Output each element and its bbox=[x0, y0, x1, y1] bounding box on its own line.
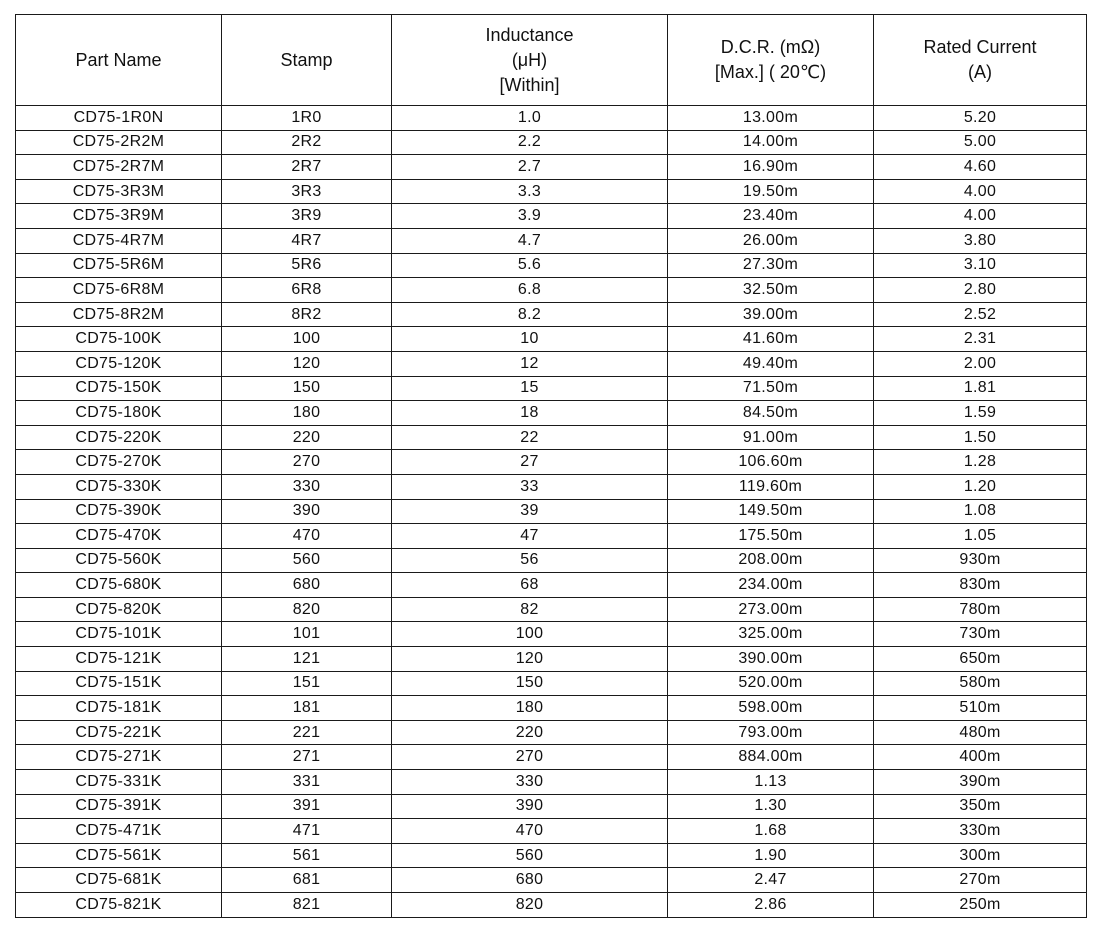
inductance-cell: 5.6 bbox=[392, 253, 668, 278]
header-part-name bbox=[16, 15, 222, 106]
part-name-cell: CD75-681K bbox=[16, 868, 222, 893]
table-row bbox=[16, 106, 1087, 131]
part-name-cell: CD75-220K bbox=[16, 425, 222, 450]
header-rated-current bbox=[874, 15, 1087, 106]
spec-table-container bbox=[15, 14, 1086, 918]
rated-current-cell: 1.59 bbox=[874, 401, 1087, 426]
dcr-cell: 19.50m bbox=[668, 179, 874, 204]
rated-current-cell: 2.00 bbox=[874, 351, 1087, 376]
inductance-cell: 82 bbox=[392, 597, 668, 622]
inductance-cell: 2.2 bbox=[392, 130, 668, 155]
part-name-cell: CD75-2R7M bbox=[16, 155, 222, 180]
inductance-cell: 120 bbox=[392, 647, 668, 672]
stamp-cell: 561 bbox=[222, 843, 392, 868]
stamp-cell: 220 bbox=[222, 425, 392, 450]
dcr-cell: 106.60m bbox=[668, 450, 874, 475]
table-row bbox=[16, 671, 1087, 696]
stamp-cell: 270 bbox=[222, 450, 392, 475]
table-row bbox=[16, 770, 1087, 795]
part-name-cell: CD75-3R9M bbox=[16, 204, 222, 229]
dcr-cell: 390.00m bbox=[668, 647, 874, 672]
dcr-cell: 49.40m bbox=[668, 351, 874, 376]
dcr-cell: 793.00m bbox=[668, 720, 874, 745]
stamp-cell: 3R3 bbox=[222, 179, 392, 204]
inductance-cell: 12 bbox=[392, 351, 668, 376]
inductance-cell: 3.3 bbox=[392, 179, 668, 204]
dcr-cell: 149.50m bbox=[668, 499, 874, 524]
header-rated-current-line-1: Rated Current bbox=[923, 37, 1037, 57]
part-name-cell: CD75-680K bbox=[16, 573, 222, 598]
part-name-cell: CD75-100K bbox=[16, 327, 222, 352]
table-row bbox=[16, 794, 1087, 819]
table-row bbox=[16, 376, 1087, 401]
rated-current-cell: 2.31 bbox=[874, 327, 1087, 352]
inductance-cell: 47 bbox=[392, 524, 668, 549]
dcr-cell: 2.86 bbox=[668, 893, 874, 918]
inductance-cell: 8.2 bbox=[392, 302, 668, 327]
table-row bbox=[16, 351, 1087, 376]
part-name-cell: CD75-8R2M bbox=[16, 302, 222, 327]
stamp-cell: 100 bbox=[222, 327, 392, 352]
dcr-cell: 1.30 bbox=[668, 794, 874, 819]
inductance-cell: 22 bbox=[392, 425, 668, 450]
dcr-cell: 208.00m bbox=[668, 548, 874, 573]
rated-current-cell: 480m bbox=[874, 720, 1087, 745]
header-row bbox=[16, 15, 1087, 106]
table-row bbox=[16, 819, 1087, 844]
table-row bbox=[16, 720, 1087, 745]
table-row bbox=[16, 499, 1087, 524]
part-name-cell: CD75-5R6M bbox=[16, 253, 222, 278]
stamp-cell: 120 bbox=[222, 351, 392, 376]
part-name-cell: CD75-821K bbox=[16, 893, 222, 918]
stamp-cell: 151 bbox=[222, 671, 392, 696]
rated-current-cell: 5.00 bbox=[874, 130, 1087, 155]
stamp-cell: 2R2 bbox=[222, 130, 392, 155]
stamp-cell: 271 bbox=[222, 745, 392, 770]
part-name-cell: CD75-560K bbox=[16, 548, 222, 573]
rated-current-cell: 780m bbox=[874, 597, 1087, 622]
stamp-cell: 390 bbox=[222, 499, 392, 524]
inductance-cell: 27 bbox=[392, 450, 668, 475]
stamp-cell: 1R0 bbox=[222, 106, 392, 131]
part-name-cell: CD75-391K bbox=[16, 794, 222, 819]
dcr-cell: 175.50m bbox=[668, 524, 874, 549]
dcr-cell: 520.00m bbox=[668, 671, 874, 696]
stamp-cell: 821 bbox=[222, 893, 392, 918]
dcr-cell: 13.00m bbox=[668, 106, 874, 131]
rated-current-cell: 580m bbox=[874, 671, 1087, 696]
part-name-cell: CD75-820K bbox=[16, 597, 222, 622]
table-row bbox=[16, 868, 1087, 893]
dcr-cell: 41.60m bbox=[668, 327, 874, 352]
part-name-cell: CD75-4R7M bbox=[16, 228, 222, 253]
inductance-cell: 18 bbox=[392, 401, 668, 426]
table-row bbox=[16, 253, 1087, 278]
dcr-cell: 1.13 bbox=[668, 770, 874, 795]
table-row bbox=[16, 401, 1087, 426]
table-row bbox=[16, 524, 1087, 549]
rated-current-cell: 3.10 bbox=[874, 253, 1087, 278]
part-name-cell: CD75-470K bbox=[16, 524, 222, 549]
rated-current-cell: 1.20 bbox=[874, 474, 1087, 499]
dcr-cell: 273.00m bbox=[668, 597, 874, 622]
part-name-cell: CD75-6R8M bbox=[16, 278, 222, 303]
stamp-cell: 680 bbox=[222, 573, 392, 598]
header-stamp-label: Stamp bbox=[280, 49, 333, 70]
stamp-cell: 6R8 bbox=[222, 278, 392, 303]
inductance-cell: 4.7 bbox=[392, 228, 668, 253]
inductance-cell: 6.8 bbox=[392, 278, 668, 303]
rated-current-cell: 250m bbox=[874, 893, 1087, 918]
header-rated-current-line-2: (A) bbox=[968, 62, 992, 82]
inductance-cell: 2.7 bbox=[392, 155, 668, 180]
dcr-cell: 23.40m bbox=[668, 204, 874, 229]
table-row bbox=[16, 597, 1087, 622]
rated-current-cell: 270m bbox=[874, 868, 1087, 893]
rated-current-cell: 930m bbox=[874, 548, 1087, 573]
stamp-cell: 121 bbox=[222, 647, 392, 672]
inductance-cell: 33 bbox=[392, 474, 668, 499]
stamp-cell: 181 bbox=[222, 696, 392, 721]
table-row bbox=[16, 843, 1087, 868]
rated-current-cell: 300m bbox=[874, 843, 1087, 868]
rated-current-cell: 5.20 bbox=[874, 106, 1087, 131]
table-row bbox=[16, 179, 1087, 204]
part-name-cell: CD75-180K bbox=[16, 401, 222, 426]
dcr-cell: 119.60m bbox=[668, 474, 874, 499]
stamp-cell: 330 bbox=[222, 474, 392, 499]
inductance-cell: 150 bbox=[392, 671, 668, 696]
part-name-cell: CD75-561K bbox=[16, 843, 222, 868]
dcr-cell: 27.30m bbox=[668, 253, 874, 278]
table-row bbox=[16, 548, 1087, 573]
rated-current-cell: 4.00 bbox=[874, 204, 1087, 229]
dcr-cell: 26.00m bbox=[668, 228, 874, 253]
inductance-cell: 470 bbox=[392, 819, 668, 844]
stamp-cell: 4R7 bbox=[222, 228, 392, 253]
rated-current-cell: 1.28 bbox=[874, 450, 1087, 475]
part-name-cell: CD75-101K bbox=[16, 622, 222, 647]
stamp-cell: 8R2 bbox=[222, 302, 392, 327]
rated-current-cell: 4.60 bbox=[874, 155, 1087, 180]
rated-current-cell: 330m bbox=[874, 819, 1087, 844]
part-name-cell: CD75-121K bbox=[16, 647, 222, 672]
header-inductance-line-1: Inductance bbox=[485, 24, 574, 45]
inductance-cell: 15 bbox=[392, 376, 668, 401]
inductance-cell: 3.9 bbox=[392, 204, 668, 229]
table-row bbox=[16, 745, 1087, 770]
stamp-cell: 391 bbox=[222, 794, 392, 819]
dcr-cell: 16.90m bbox=[668, 155, 874, 180]
table-row bbox=[16, 450, 1087, 475]
rated-current-cell: 510m bbox=[874, 696, 1087, 721]
dcr-cell: 2.47 bbox=[668, 868, 874, 893]
dcr-cell: 71.50m bbox=[668, 376, 874, 401]
inductor-spec-table bbox=[15, 14, 1087, 918]
rated-current-cell: 1.08 bbox=[874, 499, 1087, 524]
header-dcr-line-1: D.C.R. (mΩ) bbox=[720, 37, 821, 57]
table-row bbox=[16, 302, 1087, 327]
table-row bbox=[16, 696, 1087, 721]
table-row bbox=[16, 893, 1087, 918]
dcr-cell: 598.00m bbox=[668, 696, 874, 721]
part-name-cell: CD75-150K bbox=[16, 376, 222, 401]
part-name-cell: CD75-330K bbox=[16, 474, 222, 499]
stamp-cell: 221 bbox=[222, 720, 392, 745]
stamp-cell: 5R6 bbox=[222, 253, 392, 278]
header-dcr-line-2: [Max.] ( 20℃) bbox=[714, 62, 827, 82]
stamp-cell: 3R9 bbox=[222, 204, 392, 229]
inductance-cell: 39 bbox=[392, 499, 668, 524]
stamp-cell: 150 bbox=[222, 376, 392, 401]
dcr-cell: 1.68 bbox=[668, 819, 874, 844]
rated-current-cell: 1.05 bbox=[874, 524, 1087, 549]
rated-current-cell: 3.80 bbox=[874, 228, 1087, 253]
dcr-cell: 32.50m bbox=[668, 278, 874, 303]
spec-table-body bbox=[16, 106, 1087, 918]
table-row bbox=[16, 155, 1087, 180]
inductance-cell: 68 bbox=[392, 573, 668, 598]
part-name-cell: CD75-471K bbox=[16, 819, 222, 844]
table-row bbox=[16, 474, 1087, 499]
inductance-cell: 680 bbox=[392, 868, 668, 893]
header-inductance-line-2: (μH) bbox=[511, 49, 548, 70]
part-name-cell: CD75-3R3M bbox=[16, 179, 222, 204]
stamp-cell: 470 bbox=[222, 524, 392, 549]
table-row bbox=[16, 228, 1087, 253]
dcr-cell: 1.90 bbox=[668, 843, 874, 868]
part-name-cell: CD75-270K bbox=[16, 450, 222, 475]
table-row bbox=[16, 327, 1087, 352]
part-name-cell: CD75-2R2M bbox=[16, 130, 222, 155]
inductance-cell: 180 bbox=[392, 696, 668, 721]
dcr-cell: 84.50m bbox=[668, 401, 874, 426]
stamp-cell: 820 bbox=[222, 597, 392, 622]
part-name-cell: CD75-1R0N bbox=[16, 106, 222, 131]
table-row bbox=[16, 647, 1087, 672]
inductance-cell: 820 bbox=[392, 893, 668, 918]
stamp-cell: 560 bbox=[222, 548, 392, 573]
rated-current-cell: 2.80 bbox=[874, 278, 1087, 303]
rated-current-cell: 830m bbox=[874, 573, 1087, 598]
table-row bbox=[16, 622, 1087, 647]
part-name-cell: CD75-181K bbox=[16, 696, 222, 721]
dcr-cell: 39.00m bbox=[668, 302, 874, 327]
stamp-cell: 471 bbox=[222, 819, 392, 844]
dcr-cell: 91.00m bbox=[668, 425, 874, 450]
inductance-cell: 100 bbox=[392, 622, 668, 647]
inductance-cell: 10 bbox=[392, 327, 668, 352]
stamp-cell: 101 bbox=[222, 622, 392, 647]
header-stamp bbox=[222, 15, 392, 106]
part-name-cell: CD75-271K bbox=[16, 745, 222, 770]
dcr-cell: 884.00m bbox=[668, 745, 874, 770]
part-name-cell: CD75-151K bbox=[16, 671, 222, 696]
part-name-cell: CD75-331K bbox=[16, 770, 222, 795]
table-row bbox=[16, 130, 1087, 155]
rated-current-cell: 1.50 bbox=[874, 425, 1087, 450]
rated-current-cell: 4.00 bbox=[874, 179, 1087, 204]
inductance-cell: 56 bbox=[392, 548, 668, 573]
dcr-cell: 325.00m bbox=[668, 622, 874, 647]
rated-current-cell: 650m bbox=[874, 647, 1087, 672]
rated-current-cell: 400m bbox=[874, 745, 1087, 770]
header-inductance-line-3: [Within] bbox=[499, 74, 560, 95]
rated-current-cell: 730m bbox=[874, 622, 1087, 647]
rated-current-cell: 350m bbox=[874, 794, 1087, 819]
header-dcr bbox=[668, 15, 874, 106]
table-row bbox=[16, 278, 1087, 303]
part-name-cell: CD75-221K bbox=[16, 720, 222, 745]
stamp-cell: 331 bbox=[222, 770, 392, 795]
stamp-cell: 2R7 bbox=[222, 155, 392, 180]
dcr-cell: 14.00m bbox=[668, 130, 874, 155]
inductance-cell: 390 bbox=[392, 794, 668, 819]
inductance-cell: 560 bbox=[392, 843, 668, 868]
table-row bbox=[16, 573, 1087, 598]
rated-current-cell: 390m bbox=[874, 770, 1087, 795]
table-row bbox=[16, 425, 1087, 450]
inductance-cell: 220 bbox=[392, 720, 668, 745]
header-inductance bbox=[392, 15, 668, 106]
rated-current-cell: 2.52 bbox=[874, 302, 1087, 327]
stamp-cell: 180 bbox=[222, 401, 392, 426]
inductance-cell: 330 bbox=[392, 770, 668, 795]
inductance-cell: 270 bbox=[392, 745, 668, 770]
stamp-cell: 681 bbox=[222, 868, 392, 893]
header-part-name-label: Part Name bbox=[75, 49, 162, 70]
part-name-cell: CD75-120K bbox=[16, 351, 222, 376]
inductance-cell: 1.0 bbox=[392, 106, 668, 131]
table-row bbox=[16, 204, 1087, 229]
part-name-cell: CD75-390K bbox=[16, 499, 222, 524]
rated-current-cell: 1.81 bbox=[874, 376, 1087, 401]
dcr-cell: 234.00m bbox=[668, 573, 874, 598]
